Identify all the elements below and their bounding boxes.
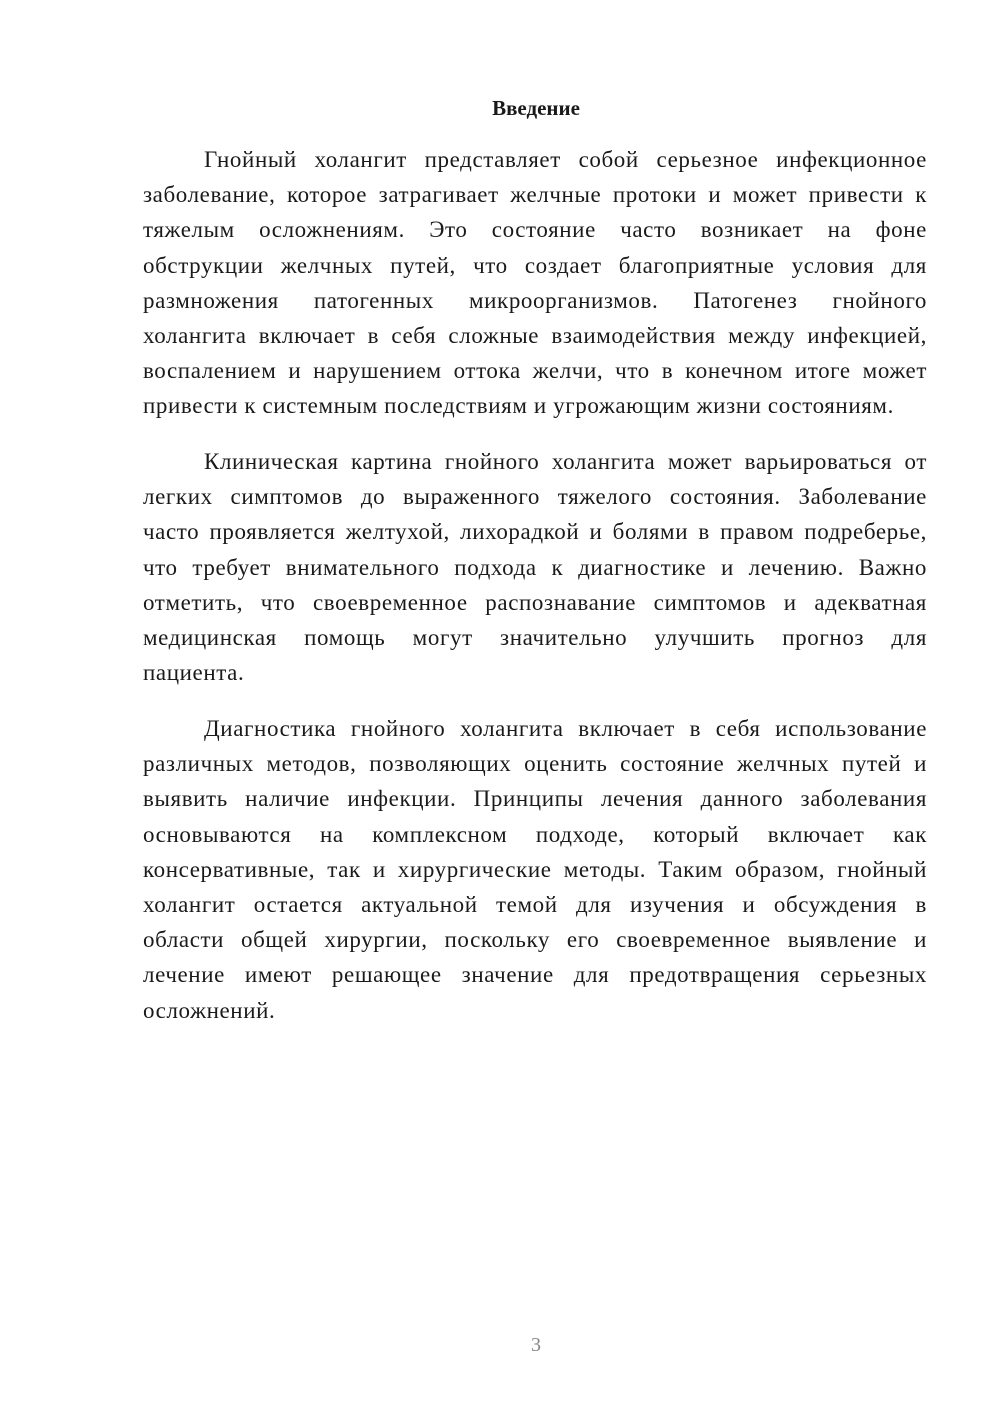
text-line: тяжелым осложнениям. Это состояние часто возникает на фоне bbox=[143, 217, 927, 243]
text-line: осложнений. bbox=[143, 997, 276, 1023]
text-line: привести к системным последствиям и угрожающим жизни состояниям. bbox=[143, 393, 894, 419]
paragraph-3 bbox=[143, 711, 927, 1028]
text-line: размножения патогенных микроорганизмов. Патогенез гнойного bbox=[143, 287, 927, 313]
text-line: Гнойный холангит представляет собой серьезное инфекционное bbox=[204, 147, 927, 172]
text-line: выявить наличие инфекции. Принципы лечения данного заболевания bbox=[143, 786, 927, 812]
text-line: медицинская помощь могут значительно улучшить прогноз для bbox=[143, 624, 927, 650]
text-line: лечение имеют решающее значение для предотвращения серьезных bbox=[143, 962, 927, 988]
text-line: что требует внимательного подхода к диагностике и лечению. Важно bbox=[143, 554, 927, 580]
text-line: часто проявляется желтухой, лихорадкой и болями в правом подреберье, bbox=[143, 519, 927, 545]
text-line: Диагностика гнойного холангита включает в себя использование bbox=[204, 716, 927, 741]
text-line: заболевание, которое затрагивает желчные протоки и может привести к bbox=[143, 182, 927, 208]
page-number: 3 bbox=[531, 1334, 541, 1356]
text-line: обструкции желчных путей, что создает благоприятные условия для bbox=[143, 252, 927, 278]
paragraph-1 bbox=[143, 142, 927, 424]
text-line: легких симптомов до выраженного тяжелого состояния. Заболевание bbox=[143, 484, 927, 510]
section-title: Введение bbox=[492, 96, 580, 120]
text-line: основываются на комплексном подходе, который включает как bbox=[143, 821, 927, 847]
text-line: холангита включает в себя сложные взаимодействия между инфекцией, bbox=[143, 322, 927, 348]
text-line: отметить, что своевременное распознавание симптомов и адекватная bbox=[143, 589, 927, 615]
text-line: области общей хирургии, поскольку его своевременное выявление и bbox=[143, 927, 927, 953]
text-line: различных методов, позволяющих оценить состояние желчных путей и bbox=[143, 751, 927, 777]
text-line: холангит остается актуальной темой для изучения и обсуждения в bbox=[143, 891, 927, 917]
text-line: пациента. bbox=[143, 660, 245, 686]
paragraph-2 bbox=[143, 444, 927, 690]
text-line: консервативные, так и хирургические методы. Таким образом, гнойный bbox=[143, 856, 927, 882]
text-line: Клиническая картина гнойного холангита может варьироваться от bbox=[204, 449, 927, 474]
text-line: воспалением и нарушением оттока желчи, что в конечном итоге может bbox=[143, 358, 927, 384]
